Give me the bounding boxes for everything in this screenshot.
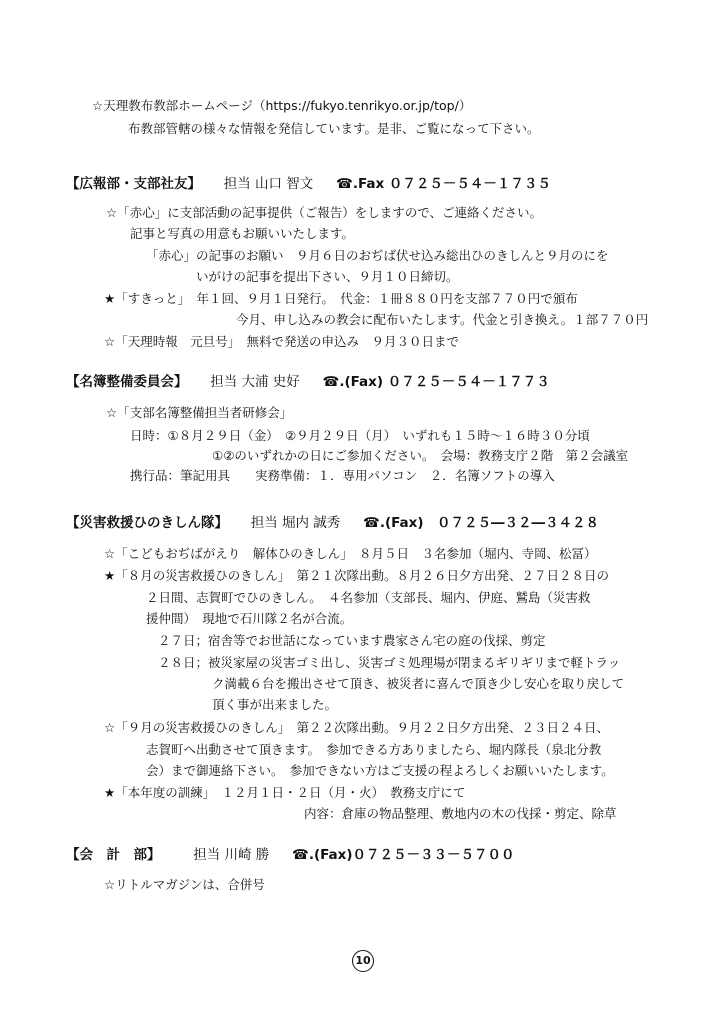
saigai-person: 担当 堀内 誠秀 [250, 515, 341, 531]
homepage-line-2: 布教部管轄の様々な情報を発信しています。是非、ご覧になって下さい。 [128, 121, 540, 136]
koho-line-6: 今月、申し込みの教会に配布いたします。代金と引き換え。１部７７０円 [236, 312, 649, 327]
saigai-line-8: 頂く事が出来ました。 [212, 697, 338, 712]
kaikei-line-1: ☆リトルマガジンは、合併号 [104, 877, 265, 892]
koho-line-4: いがけの記事を提出下さい、９月１０日締切。 [196, 269, 459, 284]
koho-fax: ☎.Fax ０７２５－５４－１７３５ [336, 176, 551, 192]
homepage-line-1: ☆天理教布教部ホームページ（https://fukyo.tenrikyo.or.jp/top/） [92, 98, 472, 113]
koho-line-7: ☆「天理時報 元旦号」 無料で発送の申込み ９月３０日まで [104, 334, 459, 349]
meibo-line-4: 携行品：筆記用具 実務準備：１．専用パソコン ２．名簿ソフトの導入 [130, 468, 555, 483]
saigai-fax: ☎.(Fax) ０７２５―３２―３４２８ [363, 515, 600, 531]
koho-person: 担当 山口 智文 [223, 176, 314, 192]
saigai-line-4: 援仲間） 現地で石川隊２名が合流。 [146, 611, 353, 626]
saigai-line-13: 内容：倉庫の物品整理、敷地内の木の伐採・剪定、除草 [304, 806, 617, 821]
koho-line-2: 記事と写真の用意もお願いいたします。 [130, 226, 355, 241]
saigai-line-9: ☆「９月の災害救援ひのきしん」 第２２次隊出動。９月２２日夕方出発、２３日２４日、 [104, 720, 609, 735]
koho-line-5: ★「すきっと」 年１回、９月１日発行。 代金：１冊８８０円を支部７７０円で頒布 [104, 291, 578, 306]
saigai-line-5: ２７日；宿舎等でお世話になっています農家さん宅の庭の伐採、剪定 [158, 633, 546, 648]
saigai-line-3: ２日間、志賀町でひのきしん。 ４名参加（支部長、堀内、伊庭、鷲島（災害救 [146, 590, 591, 605]
page-number: 10 [352, 950, 374, 972]
meibo-fax: ☎.(Fax) ０７２５－５４－１７７３ [322, 374, 550, 390]
saigai-heading-row [66, 515, 599, 532]
meibo-person: 担当 大浦 史好 [210, 374, 300, 390]
meibo-line-3: ①②のいずれかの日にご参加ください。 会場：教務支庁２階 第２会議室 [212, 448, 629, 463]
saigai-line-1: ☆「こどもおぢばがえり 解体ひのきしん」 ８月５日 ３名参加（堀内、寺岡、松冨） [104, 546, 597, 561]
meibo-heading-row [66, 374, 550, 391]
kaikei-heading: 【会 計 部】 [66, 847, 161, 863]
saigai-line-6: ２８日；被災家屋の災害ゴミ出し、災害ゴミ処理場が閉まるギリギリまで軽トラッ [158, 655, 621, 670]
saigai-heading: 【災害救援ひのきしん隊】 [66, 515, 228, 531]
saigai-line-2: ★「８月の災害救援ひのきしん」 第２１次隊出動。８月２６日夕方出発、２７日２８日の [104, 568, 609, 583]
koho-line-1: ☆「赤心」に支部活動の記事提供（ご報告）をしますので、ご連絡ください。 [106, 205, 542, 220]
saigai-line-7: ク満載６台を搬出させて頂き、被災者に喜んで頂き少し安心を取り戻して [212, 676, 625, 691]
koho-line-3: 「赤心」の記事のお願い ９月６日のおぢば伏せ込み総出ひのきしんと９月のにを [146, 248, 609, 263]
saigai-line-11: 会）まで御連絡下さい。 参加できない方はご支援の程よろしくお願いいたします。 [146, 763, 614, 778]
saigai-line-10: 志賀町へ出動させて頂きます。 参加できる方ありましたら、堀内隊長（泉北分教 [146, 742, 602, 757]
kaikei-person: 担当 川崎 勝 [193, 847, 270, 863]
saigai-line-12: ★「本年度の訓練」 １２月１日・２日（月・火） 教務支庁にて [104, 785, 466, 800]
koho-heading-row [66, 176, 551, 193]
koho-heading: 【広報部・支部社友】 [66, 176, 201, 192]
meibo-line-2: 日時：①８月２９日（金） ②９月２９日（月） いずれも１５時～１６時３０分頃 [130, 428, 590, 443]
kaikei-heading-row [66, 847, 515, 864]
meibo-heading: 【名簿整備委員会】 [66, 374, 188, 390]
meibo-line-1: ☆「支部名簿整備担当者研修会」 [106, 405, 293, 420]
kaikei-fax: ☎.(Fax)０７２５－３３－５７００ [292, 847, 515, 863]
